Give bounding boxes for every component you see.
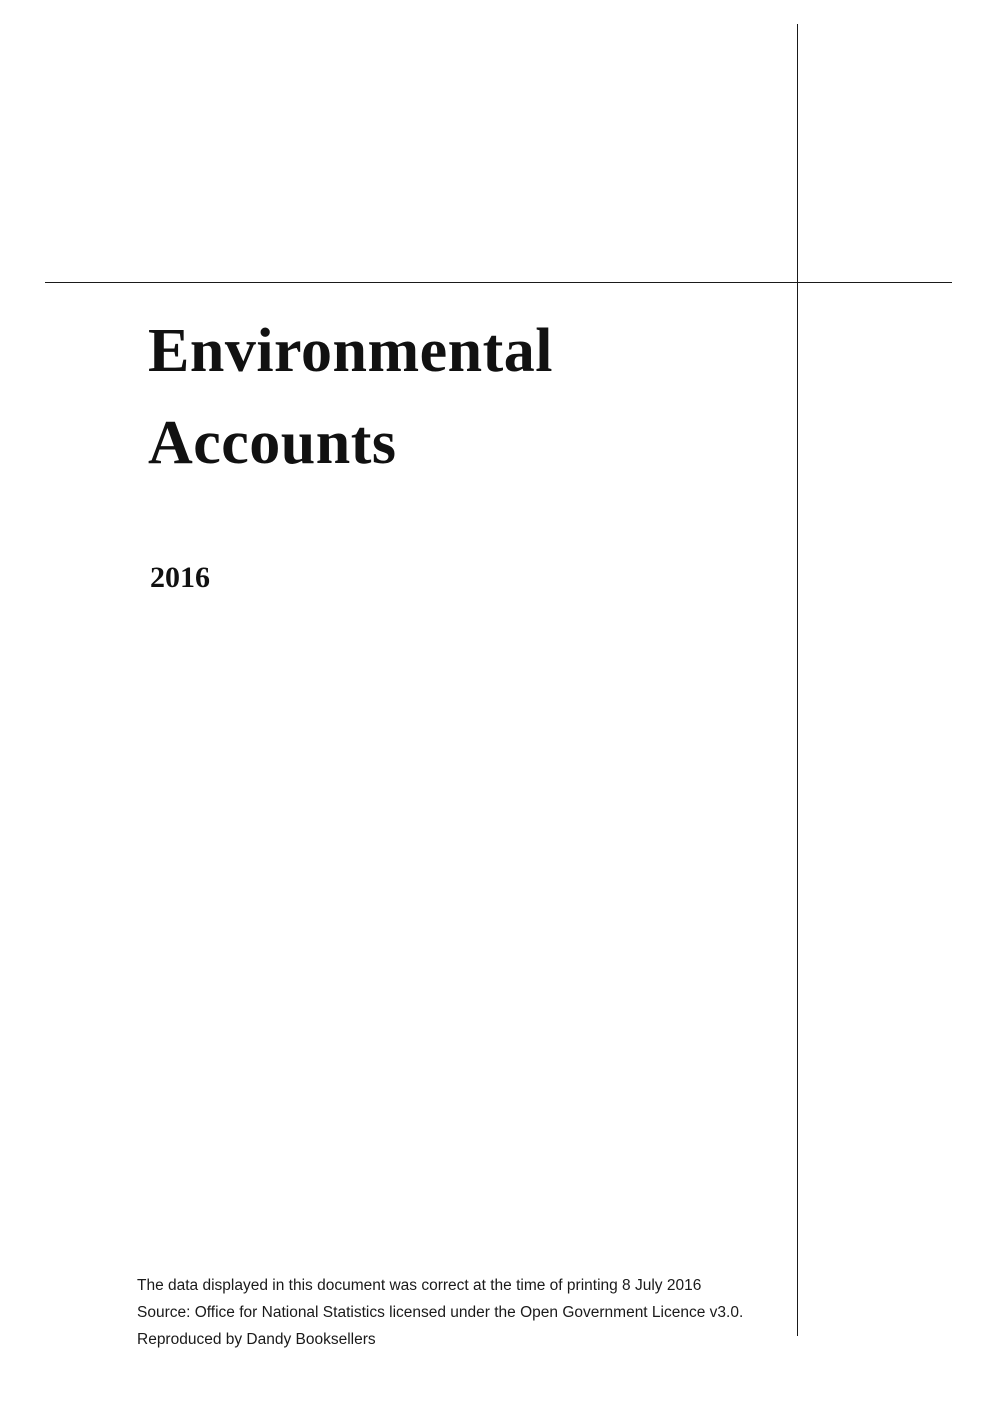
footer-note-line-1: The data displayed in this document was correct at the time of printing 8 July 2016 bbox=[137, 1277, 702, 1294]
footer-note-line-3: Reproduced by Dandy Booksellers bbox=[137, 1331, 376, 1348]
title-block bbox=[148, 305, 768, 489]
page-title-line-2: Accounts bbox=[148, 409, 397, 477]
vertical-rule bbox=[797, 24, 798, 1336]
footer-note-line-2: Source: Office for National Statistics licensed under the Open Government Licence v3.0. bbox=[137, 1304, 744, 1321]
horizontal-rule bbox=[45, 282, 952, 283]
document-year: 2016 bbox=[150, 561, 210, 594]
footer-note bbox=[137, 1272, 817, 1353]
page-title-line-1: Environmental bbox=[148, 317, 553, 385]
